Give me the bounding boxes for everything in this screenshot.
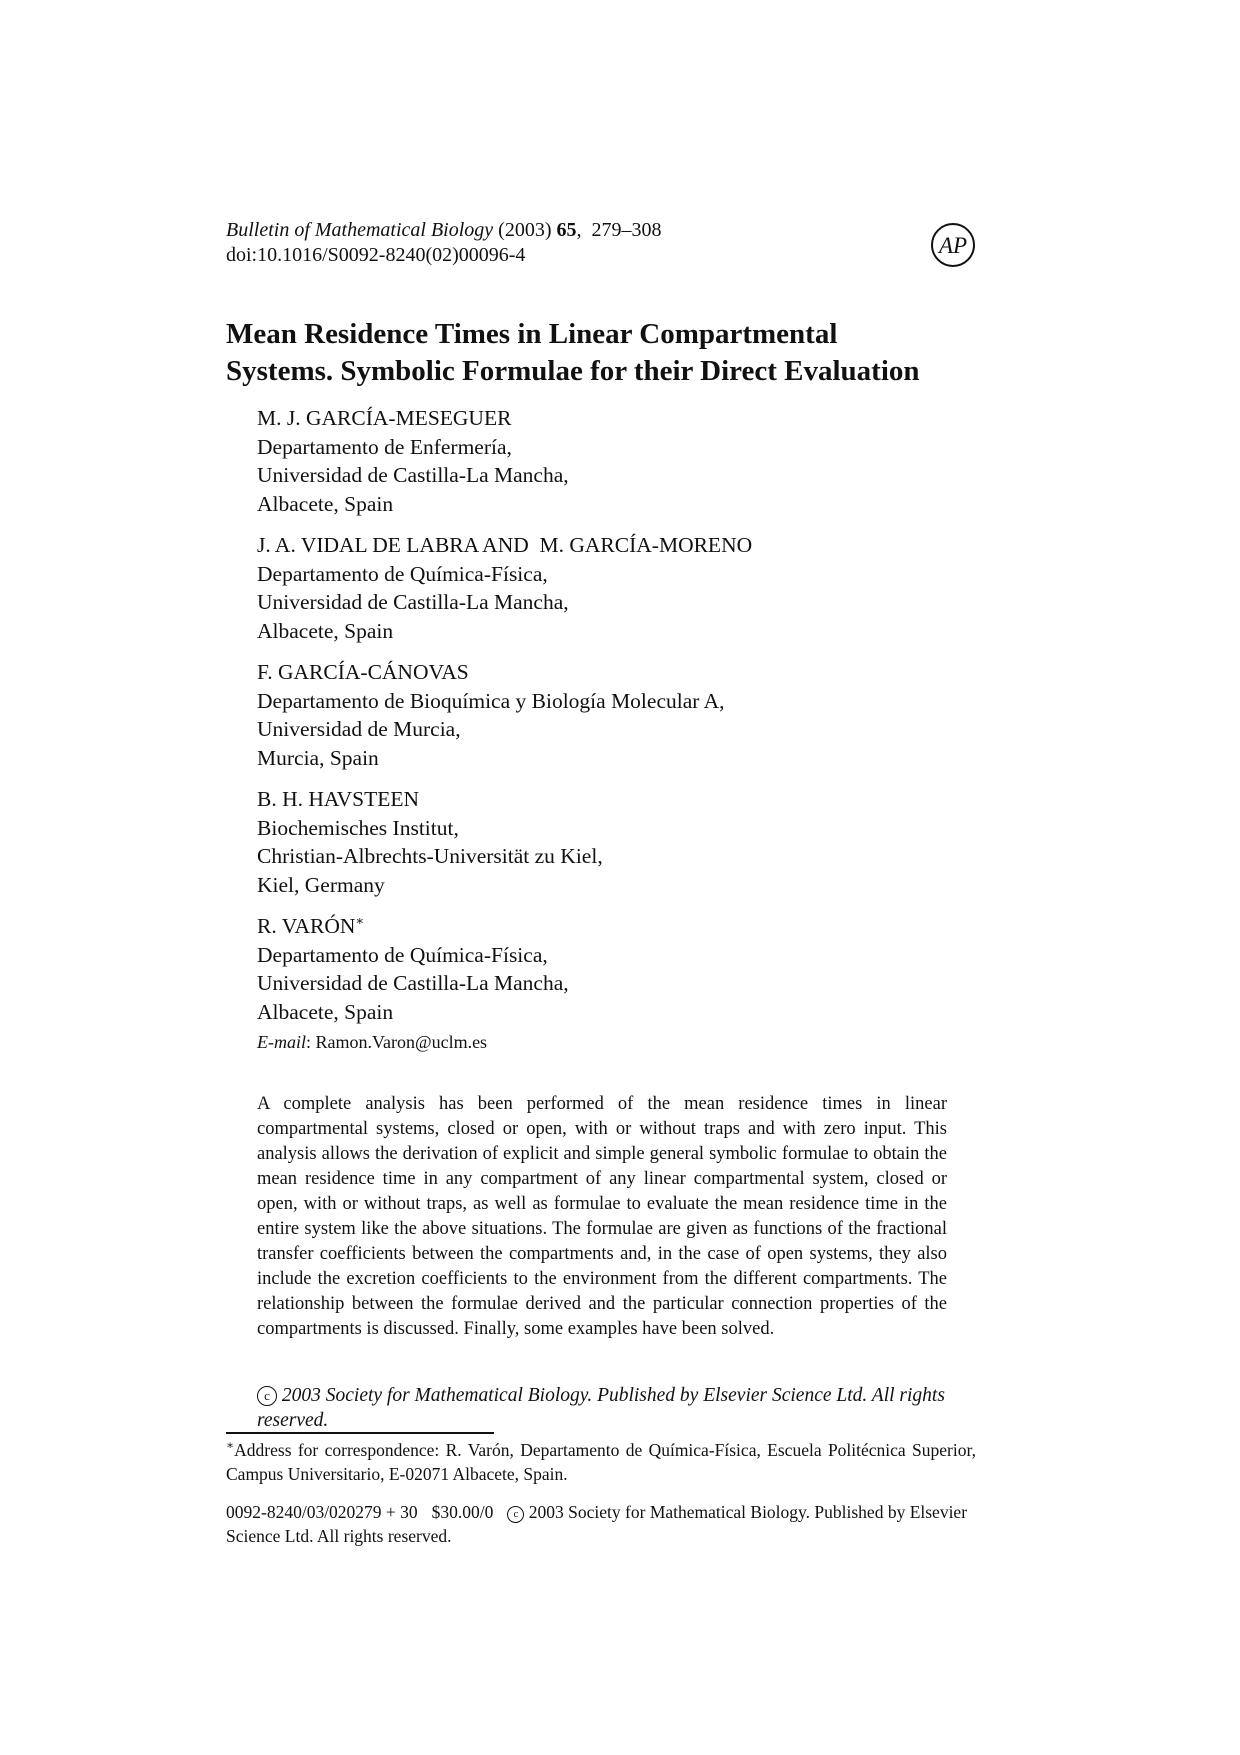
affiliation-line: Albacete, Spain (257, 999, 394, 1024)
email-address[interactable]: Ramon.Varon@uclm.es (315, 1032, 488, 1052)
affiliation-line: Biochemisches Institut, (257, 815, 459, 840)
author-name: R. VARÓN (257, 914, 356, 938)
title-line-2: Systems. Symbolic Formulae for their Direct Evaluation (226, 355, 920, 387)
author-list (257, 404, 997, 1066)
author-name: M. J. GARCÍA-MESEGUER (257, 406, 512, 430)
affiliation-line: Universidad de Murcia, (257, 717, 461, 741)
issn-copyright-text: 2003 Society for Mathematical Biology. Published by Elsevier Science Ltd. All rights reserved. (226, 1502, 968, 1546)
issn-code: 0092-8240/03/020279 + 30 (226, 1502, 418, 1522)
copyright-notice (257, 1383, 947, 1433)
journal-year: (2003) (498, 219, 552, 241)
author-name: J. A. VIDAL DE LABRA AND M. GARCÍA-MORENO (257, 533, 753, 557)
journal-pages: 279–308 (591, 219, 662, 241)
author-block (257, 912, 997, 1053)
affiliation-line: Departamento de Química-Física, (257, 561, 548, 586)
footnote-text: Address for correspondence: R. Varón, Departamento de Química-Física, Escuela Politécnica Superior, Campus Universitario, E-02071 Albacete, Spain. (226, 1440, 976, 1484)
doi: doi:10.1016/S0092-8240(02)00096-4 (226, 244, 526, 266)
journal-header (226, 218, 662, 268)
author-block (257, 531, 997, 645)
email-label: E-mail (257, 1032, 306, 1052)
footnote-mark: ∗ (226, 1438, 235, 1453)
publisher-logo-text: AP (938, 233, 968, 258)
affiliation-line: Albacete, Spain (257, 618, 394, 643)
email-line: E-mail: Ramon.Varon@uclm.es (257, 1032, 488, 1052)
correspondence-footnote (226, 1438, 976, 1486)
footnote-rule (226, 1432, 494, 1434)
affiliation-line: Christian-Albrechts-Universität zu Kiel, (257, 844, 603, 868)
author-block (257, 404, 997, 518)
affiliation-line: Kiel, Germany (257, 872, 385, 897)
title-line-1: Mean Residence Times in Linear Compartmental (226, 318, 838, 350)
affiliation-line: Universidad de Castilla-La Mancha, (257, 590, 569, 614)
affiliation-line: Departamento de Química-Física, (257, 942, 548, 967)
publisher-logo-icon (930, 222, 976, 268)
author-name: B. H. HAVSTEEN (257, 787, 420, 811)
affiliation-line: Albacete, Spain (257, 491, 394, 516)
abstract: A complete analysis has been performed of the mean residence times in linear compartmental systems, closed or open, with or without traps and with zero input. This analysis allows the derivation of explicit and simple general symbolic formulae to obtain the mean residence time in any compartment of any linear compartmental system, closed or open, with or without traps, as well as formulae to evaluate the mean residence time in the entire system like the above situations. The formulae are given as functions of the fractional transfer coefficients between the compartments and, in the case of open systems, they also include the excretion coefficients to the environment from the different compartments. The relationship between the formulae derived and the particular connection properties of the compartments is discussed. Finally, some examples have been solved. (257, 1094, 947, 1339)
citation-line: Bulletin of Mathematical Biology (2003) 65, 279–308 (226, 219, 662, 241)
affiliation-line: Departamento de Bioquímica y Biología Molecular A, (257, 688, 725, 713)
author-block (257, 785, 997, 899)
paper-title (226, 316, 1006, 390)
author-name: F. GARCÍA-CÁNOVAS (257, 660, 469, 684)
affiliation-line: Universidad de Castilla-La Mancha, (257, 971, 569, 995)
copyright-text: 2003 Society for Mathematical Biology. Published by Elsevier Science Ltd. All rights reserved. (257, 1385, 945, 1431)
affiliation-line: Universidad de Castilla-La Mancha, (257, 463, 569, 487)
copyright-icon: c (257, 1386, 277, 1406)
journal-name: Bulletin of Mathematical Biology (226, 219, 494, 241)
journal-volume: 65 (556, 219, 577, 241)
author-name-line (257, 912, 997, 941)
affiliation-line: Murcia, Spain (257, 745, 379, 770)
correspondence-mark: ∗ (355, 912, 365, 928)
issn-line (226, 1500, 976, 1548)
copyright-icon: c (507, 1506, 524, 1523)
author-block (257, 658, 997, 772)
affiliation-line: Departamento de Enfermería, (257, 434, 512, 459)
issn-price: $30.00/0 (431, 1502, 494, 1522)
